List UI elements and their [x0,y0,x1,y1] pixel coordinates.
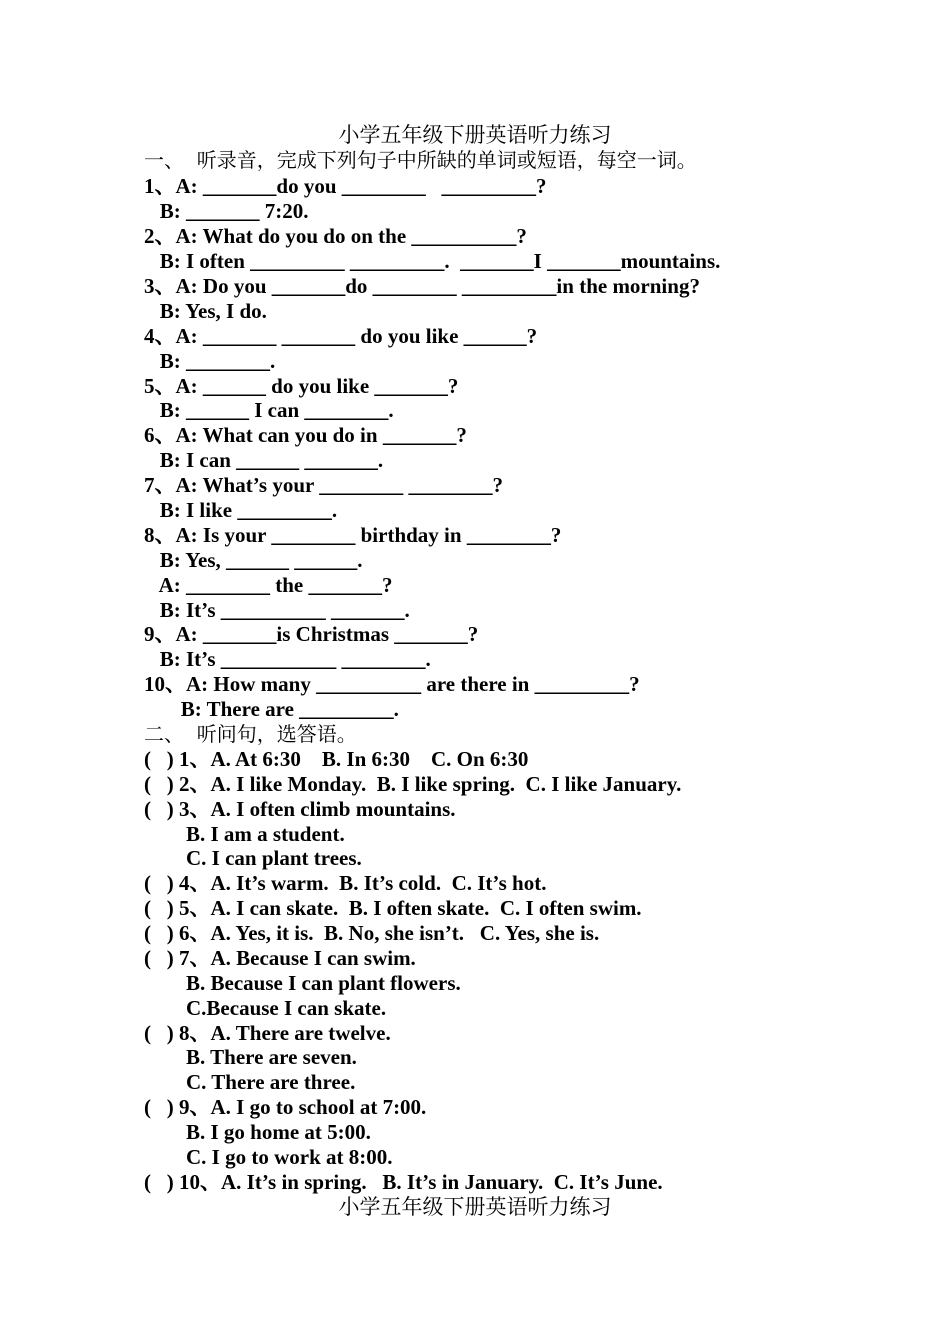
s2-line: ( ) 8、A. There are twelve. [144,1021,391,1045]
s1-line: 8、A: Is your ________ birthday in ________? [144,523,562,547]
s2-line: C. I go to work at 8:00. [144,1145,393,1169]
s1-line: 9、A: _______is Christmas _______? [144,622,479,646]
s2-line: ( ) 5、A. I can skate. B. I often skate. C. I often swim. [144,896,642,920]
s1-line: B: ______ I can ________. [144,398,394,422]
s1-line: B: Yes, I do. [144,299,267,323]
s2-line: ( ) 7、A. Because I can swim. [144,946,416,970]
s1-line: B: I like _________. [144,498,338,522]
s1-line: B: I can ______ _______. [144,448,384,472]
section-2-heading: 二、 听问句，选答语。 [144,722,357,746]
s1-line: 1、A: _______do you ________ _________? [144,174,547,198]
s1-line: 3、A: Do you _______do ________ _________in the morning? [144,274,700,298]
s2-line: ( ) 10、A. It’s in spring. B. It’s in January. C. It’s June. [144,1170,663,1194]
s2-line: B. I go home at 5:00. [144,1120,371,1144]
s1-line: A: ________ the _______? [144,573,393,597]
page-title: 小学五年级下册英语听力练习 [338,123,612,147]
page-footer-title: 小学五年级下册英语听力练习 [338,1195,612,1219]
s2-line: C.Because I can skate. [144,996,387,1020]
s2-line: ( ) 4、A. It’s warm. B. It’s cold. C. It’s hot. [144,871,547,895]
s1-line: 6、A: What can you do in _______? [144,423,467,447]
s2-line: ( ) 1、A. At 6:30 B. In 6:30 C. On 6:30 [144,747,529,771]
s2-line: C. I can plant trees. [144,846,362,870]
s2-line: ( ) 6、A. Yes, it is. B. No, she isn’t. C. Yes, she is. [144,921,600,945]
s2-line: B. Because I can plant flowers. [144,971,461,995]
s1-line: B: It’s ___________ ________. [144,647,431,671]
s2-line: B. I am a student. [144,822,345,846]
s1-line: B: There are _________. [144,697,399,721]
section-1-heading: 一、 听录音，完成下列句子中所缺的单词或短语，每空一词。 [144,148,697,172]
s1-line: B: ________. [144,349,276,373]
s2-line: ( ) 9、A. I go to school at 7:00. [144,1095,427,1119]
s1-line: B: It’s __________ _______. [144,598,410,622]
s1-line: B: I often _________ _________. _______I _______mountains. [144,249,721,273]
s1-line: 2、A: What do you do on the __________? [144,224,527,248]
s1-line: 4、A: _______ _______ do you like ______? [144,324,538,348]
s1-line: B: Yes, ______ ______. [144,548,363,572]
s1-line: 10、A: How many __________ are there in _________? [144,672,640,696]
s2-line: ( ) 2、A. I like Monday. B. I like spring. C. I like January. [144,772,682,796]
s2-line: C. There are three. [144,1070,356,1094]
s2-line: B. There are seven. [144,1045,357,1069]
s1-line: 5、A: ______ do you like _______? [144,374,459,398]
s1-line: 7、A: What’s your ________ ________? [144,473,503,497]
s1-line: B: _______ 7:20. [144,199,309,223]
s2-line: ( ) 3、A. I often climb mountains. [144,797,456,821]
